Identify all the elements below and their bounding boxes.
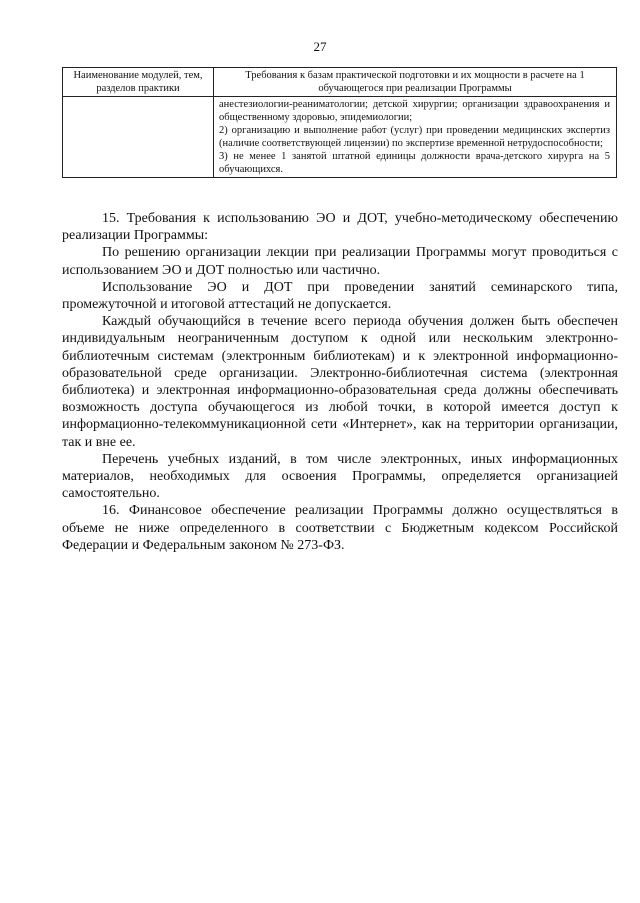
header-modules: Наименование модулей, тем, разделов практики	[63, 68, 214, 97]
requirements-table	[62, 67, 617, 178]
requirement-line: 2) организацию и выполнение работ (услуг) при проведении медицинских экспертиз (наличие соответствующей лицензии) по экспертизе временной нетрудоспособности;	[219, 125, 610, 149]
paragraph: По решению организации лекции при реализации Программы могут проводиться с использованием ЭО и ДОТ полностью или частично.	[62, 245, 618, 278]
table-row	[63, 97, 617, 178]
row-module-cell	[63, 97, 214, 178]
requirement-line: 3) не менее 1 занятой штатной единицы должности врача-детского хирурга на 5 обучающихся.	[219, 151, 610, 175]
table-header-row	[63, 68, 617, 97]
requirement-line: анестезиологии-реаниматологии; детской хирургии; организации здравоохранения и общественному здоровью, эпидемиологии;	[219, 99, 610, 123]
row-requirements-cell	[214, 97, 617, 178]
body-text	[62, 210, 618, 554]
paragraph: Перечень учебных изданий, в том числе электронных, иных информационных материалов, необходимых для освоения Программы, определяется организацией самостоятельно.	[62, 451, 618, 502]
header-requirements: Требования к базам практической подготовки и их мощности в расчете на 1 обучающегося при реализации Программы	[214, 68, 617, 97]
paragraph: Использование ЭО и ДОТ при проведении занятий семинарского типа, промежуточной и итоговой аттестаций не допускается.	[62, 279, 618, 313]
page-number: 27	[313, 39, 327, 54]
paragraph: Каждый обучающийся в течение всего периода обучения должен быть обеспечен индивидуальным неограниченным доступом к одной или нескольким электронно-библиотечным системам (электронным библиотекам) и к электронной информационно-образовательной среде организации. Электронно-библиотечная система (электронная библиотека) и электронная информационно-образовательная среда должны обеспечивать возможность доступа обучающегося из любой точки, в которой имеется доступ к информационно-телекоммуникационной сети «Интернет», как на территории организации, так и вне ее.	[62, 314, 618, 450]
section-15-heading: 15. Требования к использованию ЭО и ДОТ, учебно-методическому обеспечению реализации Программы:	[62, 211, 618, 244]
section-16-paragraph: 16. Финансовое обеспечение реализации Программы должно осуществляться в объеме не ниже определенного в соответствии с Бюджетным кодексом Российской Федерации и Федеральным законом № 273-ФЗ.	[62, 503, 618, 553]
